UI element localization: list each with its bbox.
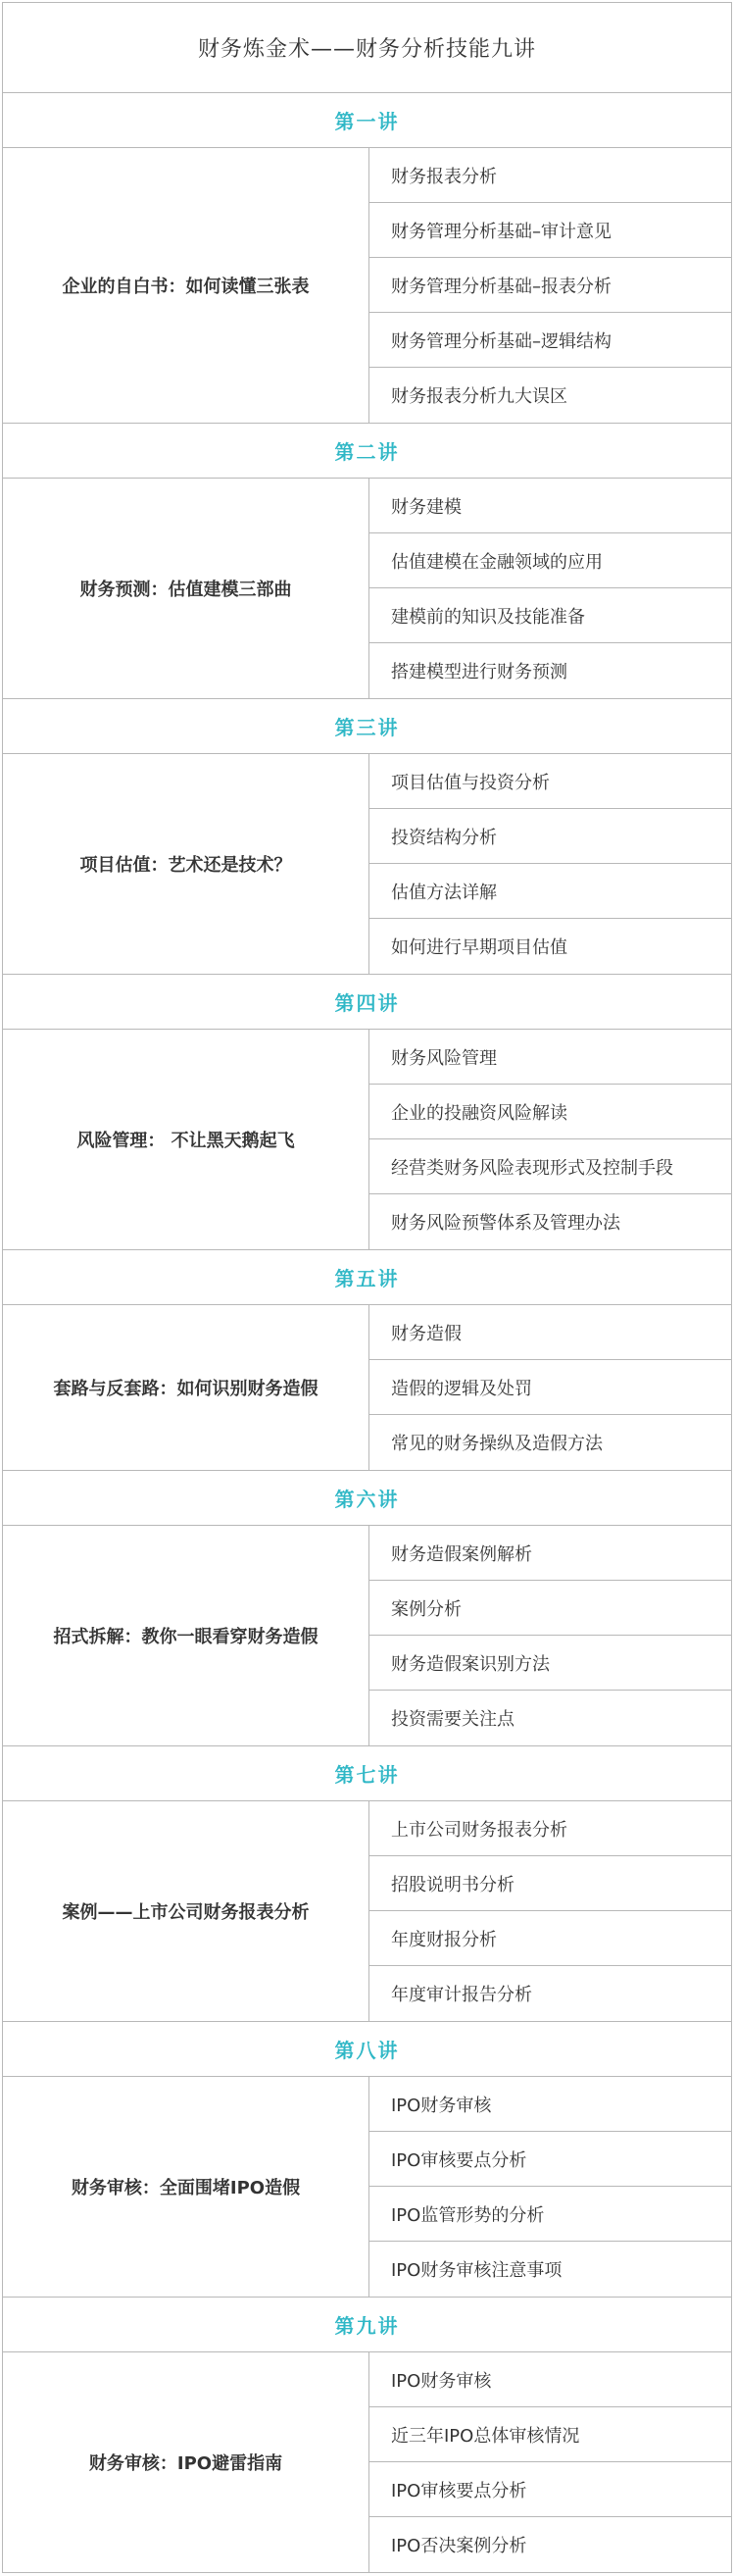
topic-item: IPO财务审核 [369, 2077, 731, 2132]
lecture-header: 第一讲 [3, 93, 731, 148]
lecture-subject: 财务审核：IPO避雷指南 [3, 2352, 369, 2572]
lecture-header: 第二讲 [3, 424, 731, 479]
topic-list [369, 754, 731, 974]
lecture-header: 第四讲 [3, 975, 731, 1030]
lecture-body [3, 754, 731, 975]
lecture-body [3, 148, 731, 424]
lecture-subject: 财务预测：估值建模三部曲 [3, 479, 369, 698]
topic-item: 财务造假案例解析 [369, 1526, 731, 1581]
topic-item: 财务管理分析基础–审计意见 [369, 203, 731, 258]
topic-item: IPO审核要点分析 [369, 2132, 731, 2187]
topic-item: 财务风险预警体系及管理办法 [391, 1213, 620, 1234]
topic-item: 案例分析 [369, 1581, 731, 1636]
lecture-body [3, 2352, 731, 2572]
topic-item: 近三年IPO总体审核情况 [369, 2407, 731, 2462]
topic-item: 常见的财务操纵及造假方法 [391, 1434, 603, 1454]
lecture-header: 第六讲 [3, 1471, 731, 1526]
topic-item: 投资需要关注点 [391, 1709, 514, 1730]
topic-item: IPO财务审核 [369, 2352, 731, 2407]
topic-list [369, 1305, 731, 1470]
topic-item: 招股说明书分析 [369, 1856, 731, 1911]
topic-list [369, 148, 731, 423]
lecture-subject: 风险管理： 不让黑天鹅起飞 [3, 1030, 369, 1249]
lecture-body [3, 1030, 731, 1250]
topic-item: 财务报表分析九大误区 [391, 386, 567, 407]
lecture-body [3, 1526, 731, 1746]
topic-item: IPO否决案例分析 [391, 2536, 527, 2556]
topic-item: 估值方法详解 [369, 864, 731, 919]
lecture-subject: 财务审核：全面围堵IPO造假 [3, 2077, 369, 2297]
topic-item: IPO审核要点分析 [369, 2462, 731, 2517]
topic-item: 企业的投融资风险解读 [369, 1085, 731, 1139]
topic-list [369, 2077, 731, 2297]
topic-item: 投资结构分析 [369, 809, 731, 864]
topic-item: 如何进行早期项目估值 [391, 937, 567, 958]
lecture-body [3, 2077, 731, 2298]
topic-item: 项目估值与投资分析 [369, 754, 731, 809]
lecture-subject: 案例——上市公司财务报表分析 [3, 1801, 369, 2021]
lecture-header: 第七讲 [3, 1746, 731, 1801]
topic-item: 估值建模在金融领域的应用 [369, 533, 731, 588]
topic-item: 财务管理分析基础–报表分析 [369, 258, 731, 313]
lecture-header: 第九讲 [3, 2298, 731, 2352]
lecture-subject: 项目估值：艺术还是技术？ [3, 754, 369, 974]
topic-item: 财务建模 [369, 479, 731, 533]
topic-list [369, 2352, 731, 2572]
lecture-subject: 招式拆解：教你一眼看穿财务造假 [3, 1526, 369, 1745]
topic-list [369, 1801, 731, 2021]
topic-item: 建模前的知识及技能准备 [369, 588, 731, 643]
sections-container [3, 93, 731, 2572]
lecture-header: 第三讲 [3, 699, 731, 754]
course-table [2, 2, 732, 2573]
table-title: 财务炼金术——财务分析技能九讲 [3, 3, 731, 93]
lecture-body [3, 1305, 731, 1471]
topic-item: 年度财报分析 [369, 1911, 731, 1966]
topic-item: 年度审计报告分析 [391, 1985, 532, 2005]
topic-list [369, 1526, 731, 1745]
topic-list [369, 479, 731, 698]
topic-item: 财务报表分析 [369, 148, 731, 203]
lecture-header: 第八讲 [3, 2022, 731, 2077]
topic-item: 搭建模型进行财务预测 [391, 662, 567, 682]
lecture-body [3, 1801, 731, 2022]
topic-item: 上市公司财务报表分析 [369, 1801, 731, 1856]
topic-item: IPO监管形势的分析 [369, 2187, 731, 2242]
lecture-header: 第五讲 [3, 1250, 731, 1305]
lecture-subject: 套路与反套路：如何识别财务造假 [3, 1305, 369, 1470]
topic-item: 造假的逻辑及处罚 [369, 1360, 731, 1415]
topic-item: 财务管理分析基础–逻辑结构 [369, 313, 731, 368]
topic-item: 财务造假 [369, 1305, 731, 1360]
lecture-subject: 企业的自白书：如何读懂三张表 [3, 148, 369, 423]
topic-item: 财务风险管理 [369, 1030, 731, 1085]
topic-item: 财务造假案识别方法 [369, 1636, 731, 1691]
topic-item: IPO财务审核注意事项 [391, 2260, 563, 2281]
topic-list [369, 1030, 731, 1249]
topic-item: 经营类财务风险表现形式及控制手段 [369, 1139, 731, 1194]
lecture-body [3, 479, 731, 699]
